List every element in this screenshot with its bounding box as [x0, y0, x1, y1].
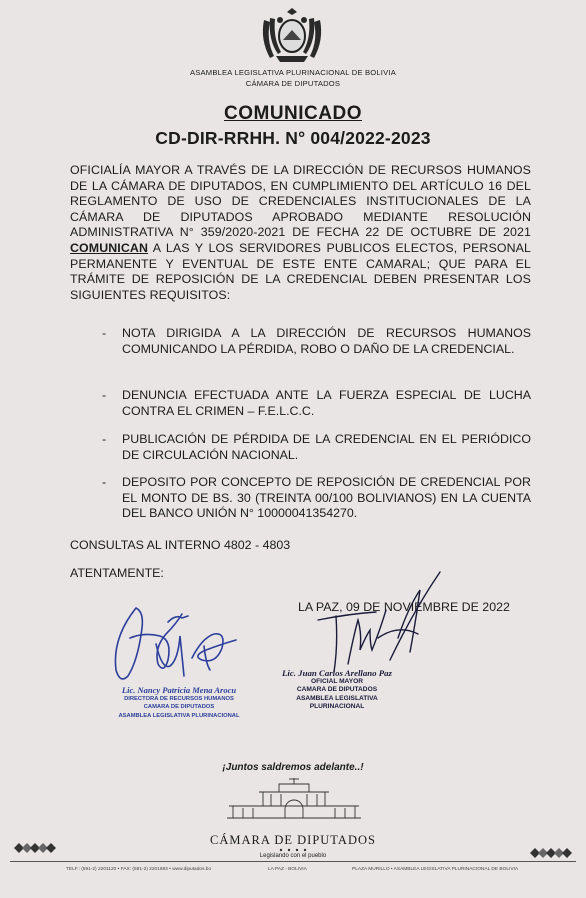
decorative-dots-icon — [278, 848, 308, 852]
paragraph-part2: A LAS Y LOS SERVIDORES PUBLICOS ELECTOS, PERSONAL PERMANENTE Y EVENTUAL DE ESTE ENTE CAMARAL; QUE PARA EL TRÁMITE DE REPOSICIÓN DE LA CREDENCIAL DEBEN PRESENTAR LOS SIGUIENTES REQUISITOS: — [70, 240, 531, 302]
stamp-left — [104, 686, 254, 720]
footer-tagline: Legislando con el pueblo — [259, 853, 327, 859]
institution-name: ASAMBLEA LEGISLATIVA PLURINACIONAL DE BOLIVIA — [190, 68, 396, 77]
requirement-text: DEPOSITO POR CONCEPTO DE REPOSICIÓN DE CREDENCIAL POR EL MONTO DE BS. 30 (TREINTA 00/100 BOLIVIANOS) EN LA CUENTA DEL BANCO UNIÓN N° 10000041354270. — [122, 475, 531, 521]
requirement-text: DENUNCIA EFECTUADA ANTE LA FUERZA ESPECIAL DE LUCHA CONTRA EL CRIMEN – F.E.L.C.C. — [122, 388, 531, 418]
bullet: - — [102, 475, 107, 489]
footer-brand: CÁMARA DE DIPUTADOS — [210, 833, 376, 847]
signatory-role: OFICIAL MAYOR — [310, 677, 364, 685]
footer-address: PLAZA MURILLO • ASAMBLEA LEGISLATIVA PLURINACIONAL DE BOLIVIA — [352, 867, 519, 872]
footer-divider — [10, 861, 576, 862]
parliament-building-icon — [223, 776, 365, 820]
consultation-line: CONSULTAS AL INTERNO 4802 - 4803 — [70, 538, 291, 552]
document-title: COMUNICADO — [224, 103, 362, 124]
date-line: LA PAZ, 09 DE NOVIEMBRE DE 2022 — [298, 600, 510, 614]
requirement-text: NOTA DIRIGIDA A LA DIRECCIÓN DE RECURSOS HUMANOS COMUNICANDO LA PÉRDIDA, ROBO O DAÑO DE LA CREDENCIAL. — [122, 326, 531, 356]
bullet: - — [102, 388, 107, 402]
requirement-text: PUBLICACIÓN DE PÉRDIDA DE LA CREDENCIAL EN EL PERIÓDICO DE CIRCULACIÓN NACIONAL. — [122, 432, 531, 462]
signatory-role: DIRECTORA DE RECURSOS HUMANOS — [124, 695, 234, 702]
signature-left — [108, 598, 248, 698]
signatory-name: Lic. Juan Carlos Arellano Paz — [282, 668, 392, 678]
stamp-right — [272, 669, 402, 712]
coat-of-arms-icon — [256, 6, 328, 66]
document-reference: CD-DIR-RRHH. N° 004/2022-2023 — [155, 128, 431, 148]
paragraph-part1: OFICIALÍA MAYOR A TRAVÉS DE LA DIRECCIÓN DE RECURSOS HUMANOS DE LA CÁMARA DE DIPUTADOS, EN CUMPLIMIENTO DEL ARTÍCULO 16 DEL REGLAMENTO DE USO DE CREDENCIALES INSTITUCIONALES DE LA CÁMARA DE DIPUTADOS APROBADO MEDIANTE RESOLUCIÓN ADMINISTRATIVA N° 359/2020-2021 DE FECHA 22 DE OCTUBRE DE 2021 — [70, 163, 531, 240]
slogan: ¡Juntos saldremos adelante..! — [222, 762, 364, 773]
footer-city: LA PAZ - BOLIVIA — [268, 867, 307, 872]
signatory-assembly: ASAMBLEA LEGISLATIVA PLURINACIONAL — [118, 712, 240, 719]
signatory-assembly: ASAMBLEA LEGISLATIVA PLURINACIONAL — [296, 694, 378, 710]
signature-right — [278, 568, 448, 678]
bullet: - — [102, 326, 107, 340]
chamber-name: CÁMARA DE DIPUTADOS — [245, 79, 341, 88]
signatory-org: CAMARA DE DIPUTADOS — [143, 704, 215, 710]
closing-salutation: ATENTAMENTE: — [70, 566, 164, 580]
signatory-name: Lic. Nancy Patricia Mena Arocu — [121, 685, 237, 695]
decorative-pattern-left-icon — [14, 838, 56, 858]
decorative-pattern-right-icon — [530, 843, 572, 863]
signatory-org: CAMARA DE DIPUTADOS — [296, 686, 378, 693]
bullet: - — [102, 432, 107, 446]
paragraph-highlight: COMUNICAN — [70, 240, 148, 255]
main-paragraph — [70, 163, 531, 303]
footer-contact: TELF.: (591-2) 2201120 • FAX: (591-2) 2201683 • www.diputados.bo — [66, 867, 212, 872]
